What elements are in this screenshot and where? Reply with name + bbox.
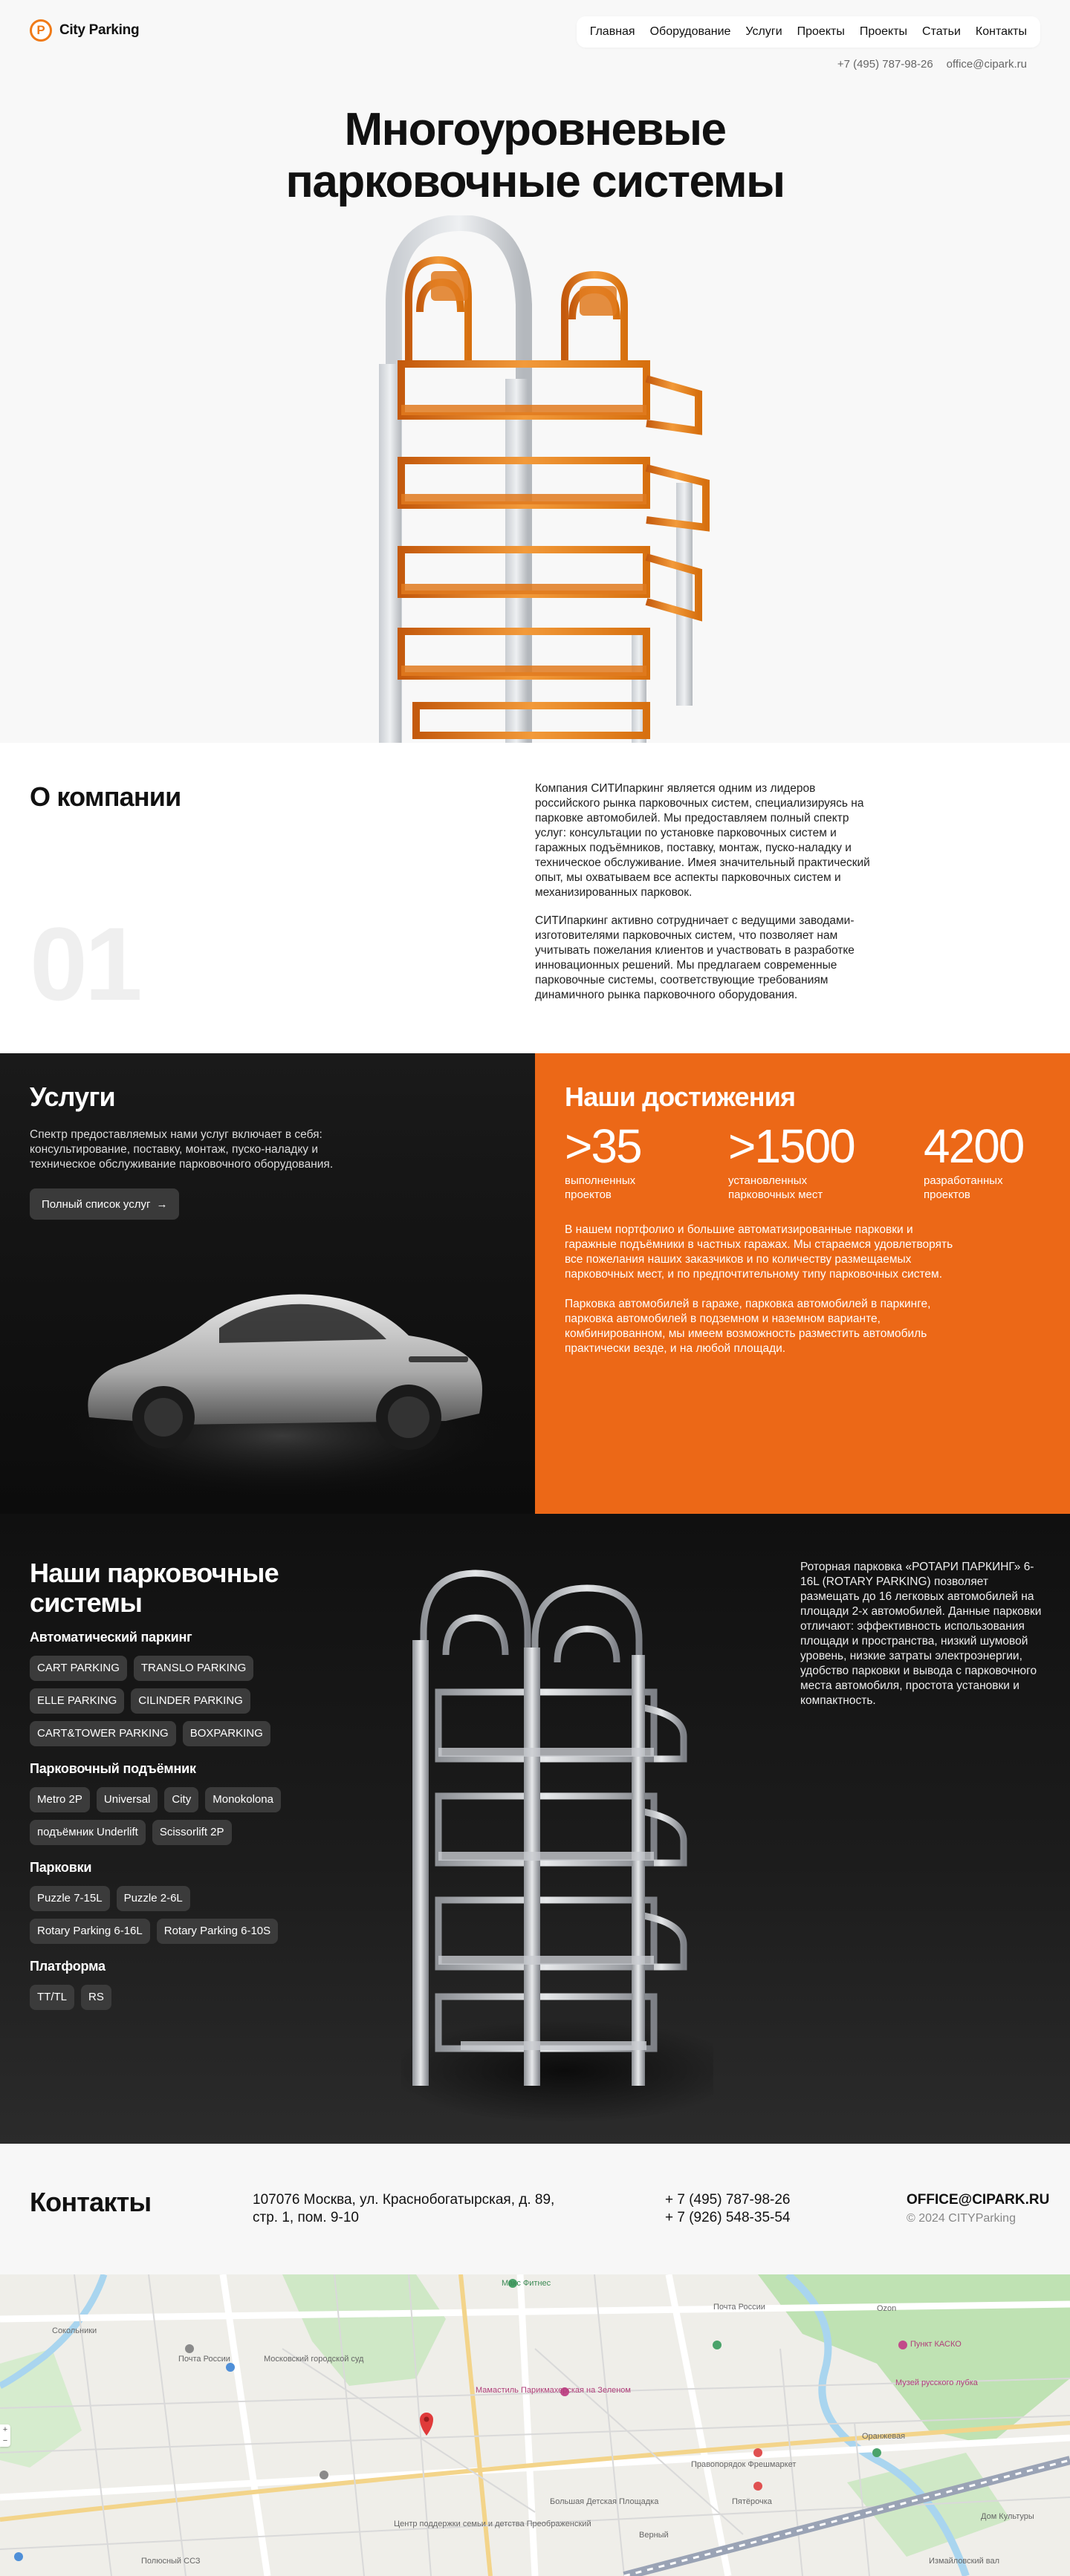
about-section	[0, 743, 1070, 1053]
map-label: Макс Фитнес	[502, 2279, 551, 2288]
contacts-email[interactable]: OFFICE@CIPARK.RU	[907, 2192, 1050, 2208]
contacts-section	[0, 2144, 1070, 2274]
header-contacts	[837, 58, 1027, 71]
achievements-panel	[535, 1053, 1070, 1514]
tag[interactable]: ELLE PARKING	[30, 1688, 124, 1714]
map-label: Почта России	[713, 2303, 765, 2312]
parking-systems-section	[0, 1514, 1070, 2144]
map-label: Правопорядок Фрешмаркет	[691, 2460, 797, 2469]
tag[interactable]: Universal	[97, 1787, 158, 1812]
map-label: Пятёрочка	[732, 2497, 772, 2506]
zoom-in-button[interactable]: +	[2, 2425, 8, 2434]
tag[interactable]: City	[164, 1787, 198, 1812]
map-label: Пункт КАСКО	[910, 2340, 962, 2349]
rotary-parking-image	[401, 1558, 713, 2123]
tag[interactable]: TT/TL	[30, 1985, 74, 2010]
group-title: Автоматический паркинг	[30, 1630, 192, 1645]
achievements-title: Наши достижения	[565, 1082, 796, 1112]
services-panel	[0, 1053, 535, 1514]
stat-label: разработанных проектов	[924, 1174, 1003, 1202]
map-label: Большая Детская Площадка	[550, 2497, 659, 2506]
map-label: Полюсный ССЗ	[141, 2557, 201, 2566]
tag[interactable]: Monokolona	[205, 1787, 281, 1812]
header-email[interactable]: office@cipark.ru	[946, 58, 1027, 71]
about-section-number: 01	[30, 905, 140, 1022]
contacts-phones	[665, 2191, 790, 2227]
achievements-text	[565, 1223, 966, 1371]
stat-parking-spaces	[728, 1120, 855, 1202]
stat-label: выполненных проектов	[565, 1174, 636, 1202]
group-title: Платформа	[30, 1959, 106, 1974]
contacts-phone-1[interactable]: + 7 (495) 787-98-26	[665, 2192, 791, 2208]
services-description: Спектр предоставляемых нами услуг включает в себя: консультирование, поставку, монтаж, пуско-наладку и техническое обслуживание парковочного оборудования.	[30, 1128, 334, 1171]
tag[interactable]: подъёмник Underlift	[30, 1820, 146, 1845]
systems-title: Наши парковочные системы	[30, 1558, 279, 1618]
about-text	[535, 781, 878, 1016]
tag-list	[30, 1985, 297, 2010]
tag-list	[30, 1787, 297, 1845]
map-label: Центр поддержки семьи и детства Преображенский	[394, 2520, 591, 2528]
logo[interactable]	[30, 19, 139, 42]
achievements-paragraph-2: Парковка автомобилей в гараже, парковка автомобилей в паркинге, парковка автомобилей в подземном и наземном варианте, комбинированном, мы имеем возможность разместить автомобиль практически везде, и на любой площади.	[565, 1298, 931, 1355]
nav-projects-2[interactable]: Проекты	[859, 25, 908, 38]
stat-projects-developed	[924, 1120, 1043, 1202]
tag[interactable]: Rotary Parking 6-10S	[157, 1919, 278, 1944]
map-zoom-control[interactable]	[0, 2424, 10, 2447]
map-label: Ozon	[877, 2304, 897, 2313]
stat-projects-completed	[565, 1120, 684, 1202]
nav-services[interactable]: Услуги	[745, 25, 782, 38]
about-paragraph-1: Компания СИТИпаркинг является одним из лидеров российского рынка парковочных систем, специализируясь на парковке автомобилей. Мы предоставляем полный спектр услуг: консультации по установке парковочных систем и гаражных подъёмников, поставку, монтаж, пуско-наладку и техническое обслуживание. Имея значительный практический опыт, мы охватываем все аспекты парковочных систем и механизированных парковок.	[535, 782, 870, 899]
tag[interactable]: Metro 2P	[30, 1787, 90, 1812]
group-title: Парковочный подъёмник	[30, 1761, 196, 1776]
group-platform	[30, 1959, 297, 2010]
tag[interactable]: Puzzle 7-15L	[30, 1886, 110, 1911]
arrow-right-icon: →	[156, 1197, 168, 1211]
map-label: Верный	[639, 2531, 669, 2540]
achievements-paragraph-1: В нашем портфолио и большие автоматизированные парковки и гаражные подъёмники в частных гаражах. Мы стараемся удовлетворять все пожелания наших заказчиков и по количеству размещаемых парковочных мест, и по предпочтительному типу парковочных систем.	[565, 1223, 953, 1281]
tag[interactable]: Rotary Parking 6-16L	[30, 1919, 150, 1944]
hero-title-line2: парковочные системы	[285, 156, 785, 207]
nav-articles[interactable]: Статьи	[922, 25, 961, 38]
nav-projects[interactable]: Проекты	[797, 25, 845, 38]
tag[interactable]: CILINDER PARKING	[131, 1688, 250, 1714]
logo-text: City Parking	[59, 22, 140, 38]
tag[interactable]: Scissorlift 2P	[152, 1820, 232, 1845]
hero-title	[0, 104, 1070, 208]
contacts-phone-2[interactable]: + 7 (926) 548-35-54	[665, 2210, 791, 2225]
copyright: © 2024 CITYParking	[907, 2212, 1016, 2225]
tag[interactable]: TRANSLO PARKING	[134, 1656, 253, 1681]
main-nav	[577, 16, 1040, 48]
nav-equipment[interactable]: Оборудование	[649, 25, 731, 38]
stat-value: 4200	[924, 1119, 1024, 1173]
stat-value: >1500	[728, 1119, 855, 1173]
stat-label: установленных парковочных мест	[728, 1174, 823, 1202]
map-label: Почта России	[178, 2355, 230, 2364]
hero-parking-tower-image	[349, 215, 750, 743]
tag[interactable]: Puzzle 2-6L	[117, 1886, 190, 1911]
stat-value: >35	[565, 1119, 641, 1173]
services-achievements-section	[0, 1053, 1070, 1514]
tag[interactable]: BOXPARKING	[183, 1721, 270, 1746]
contacts-title: Контакты	[30, 2187, 152, 2217]
map-widget[interactable]	[0, 2274, 1070, 2576]
group-parking-lift	[30, 1761, 297, 1845]
map-label: Мамастиль Парикмахерская на Зеленом	[476, 2386, 631, 2395]
services-full-list-button[interactable]	[30, 1188, 179, 1220]
group-title: Парковки	[30, 1860, 92, 1875]
map-label: Сокольники	[52, 2326, 97, 2335]
map-label: Музей русского лубка	[895, 2378, 978, 2387]
tag-list	[30, 1656, 297, 1746]
logo-p-icon: P	[30, 19, 52, 42]
group-parkings	[30, 1860, 297, 1944]
contacts-address: 107076 Москва, ул. Краснобогатырская, д. 89, стр. 1, пом. 9-10	[253, 2192, 555, 2225]
tag[interactable]: CART PARKING	[30, 1656, 127, 1681]
tag-list	[30, 1886, 297, 1944]
zoom-out-button[interactable]: −	[2, 2436, 8, 2445]
sports-car-image	[59, 1276, 520, 1499]
site-header	[0, 0, 1070, 74]
about-paragraph-2: СИТИпаркинг активно сотрудничает с ведущими заводами-изготовителями парковочных систем, что позволяет нам учитывать пожелания клиентов и участвовать в разработке инновационных решений. Мы предлагаем современные парковочные системы, соответствующие требованиям динамичного рынка парковочного оборудования.	[535, 914, 855, 1001]
rotary-parking-description: Роторная парковка «РОТАРИ ПАРКИНГ» 6-16L (ROTARY PARKING) позволяет размещать до 16 легковых автомобилей на площади 2-х автомобилей. Данные парковки отличают: эффективность использования площади и пространства, низкий шумовой уровень, низкие затраты электроэнергии, удобство парковки и вывода с парковочного места автомобиля, простота установки и компактность.	[800, 1561, 1042, 1707]
tag[interactable]: RS	[81, 1985, 111, 2010]
header-phone[interactable]: +7 (495) 787-98-26	[837, 58, 933, 71]
map-label: Измайловский вал	[929, 2557, 1000, 2566]
group-automatic-parking	[30, 1630, 297, 1746]
nav-contacts[interactable]: Контакты	[975, 25, 1027, 38]
hero-section	[0, 0, 1070, 743]
services-title: Услуги	[30, 1082, 115, 1112]
map-canvas[interactable]	[0, 2274, 1070, 2576]
map-label: Дом Культуры	[981, 2512, 1034, 2521]
map-label: Московский городской суд	[264, 2355, 364, 2364]
nav-home[interactable]: Главная	[589, 25, 635, 38]
map-label: Оранжевая	[862, 2432, 906, 2441]
about-title: О компании	[30, 781, 181, 812]
services-button-label: Полный список услуг	[42, 1197, 151, 1211]
tag[interactable]: CART&TOWER PARKING	[30, 1721, 176, 1746]
hero-title-line1: Многоуровневые	[344, 104, 726, 155]
systems-groups	[30, 1630, 297, 2025]
